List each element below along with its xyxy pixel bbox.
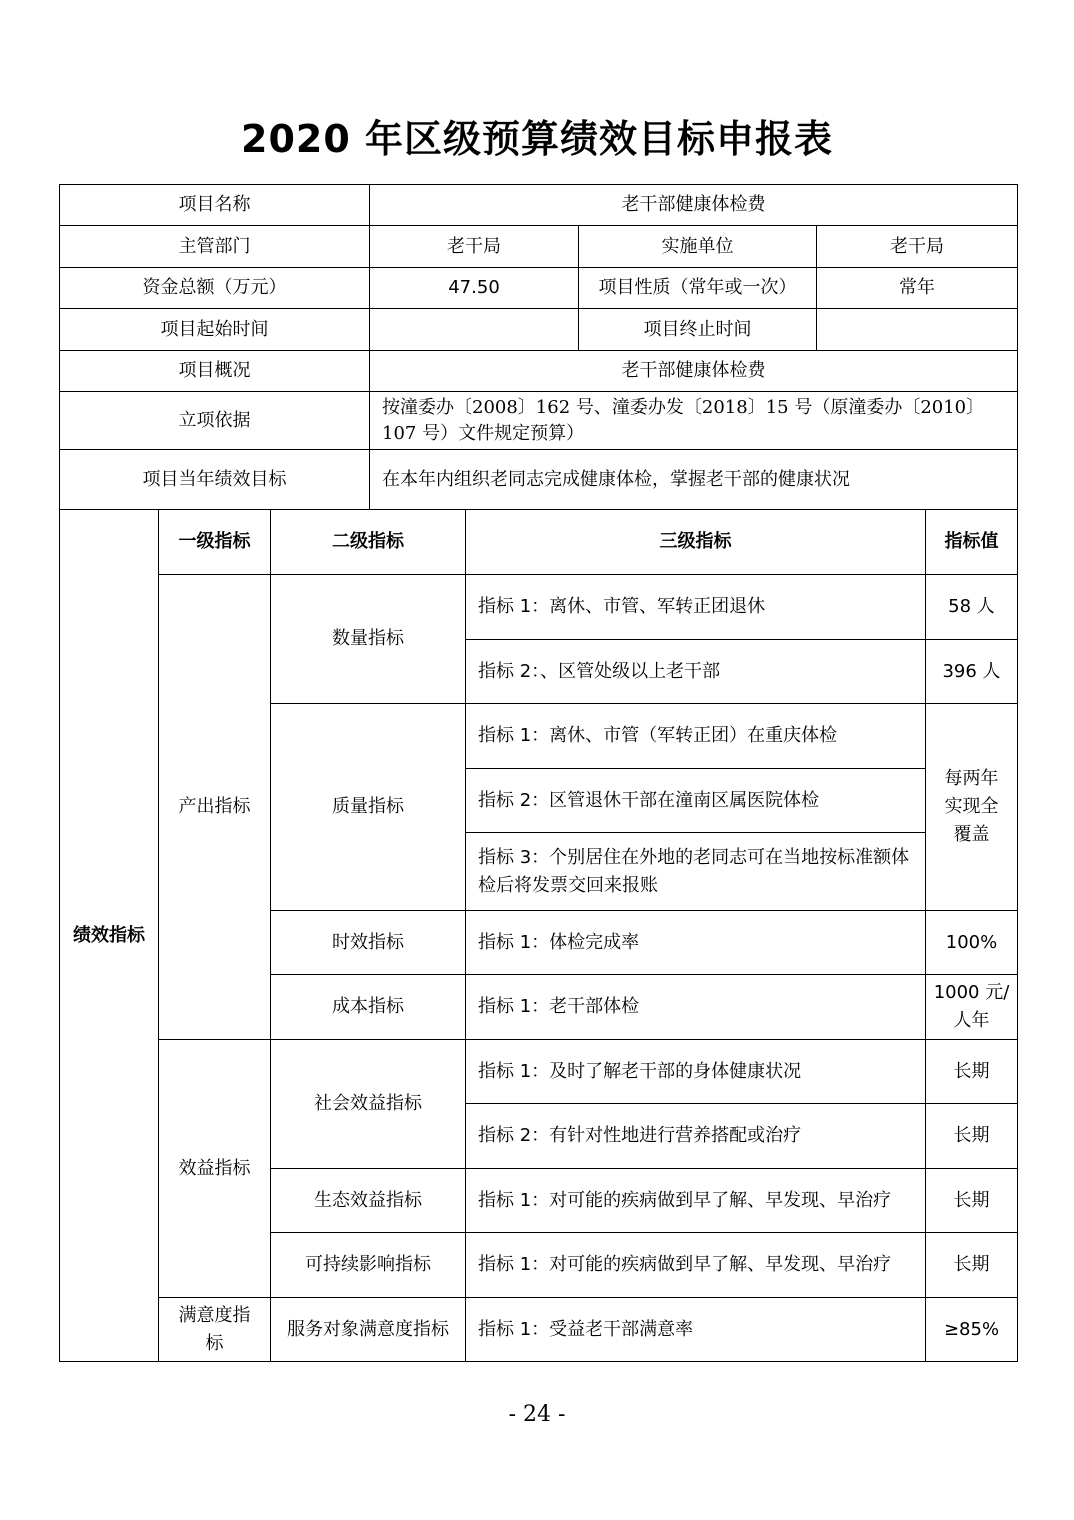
basis-label: 立项依据 — [60, 392, 370, 450]
indicator-text: 指标 1：离休、市管、军转正团退休 — [466, 575, 926, 640]
indicator-value: ≥85% — [926, 1298, 1018, 1362]
funds-value: 47.50 — [370, 268, 579, 309]
unit-value: 老干局 — [817, 226, 1018, 268]
indicator-value: 长期 — [926, 1169, 1018, 1233]
indicator-value: 每两年实现全覆盖 — [926, 704, 1018, 911]
indicator-text: 指标 1：及时了解老干部的身体健康状况 — [466, 1040, 926, 1104]
indicator-value: 100% — [926, 911, 1018, 975]
unit-label: 实施单位 — [579, 226, 817, 268]
nature-value: 常年 — [817, 268, 1018, 309]
indicator-text: 指标 1：对可能的疾病做到早了解、早发现、早治疗 — [466, 1169, 926, 1233]
indicator-value: 396 人 — [926, 640, 1018, 704]
indicator-text: 指标 1：体检完成率 — [466, 911, 926, 975]
header-level2: 二级指标 — [271, 510, 466, 575]
l1-satisfaction: 满意度指标 — [159, 1298, 271, 1362]
page-number: - 24 - — [508, 1402, 566, 1427]
indicator-text: 指标 3：个别居住在外地的老同志可在当地按标准额体检后将发票交回来报账 — [466, 833, 926, 911]
l2-quality: 质量指标 — [271, 704, 466, 911]
l2-cost: 成本指标 — [271, 975, 466, 1040]
start-label: 项目起始时间 — [60, 309, 370, 351]
start-value — [370, 309, 579, 351]
indicator-text: 指标 2：区管退休干部在潼南区属医院体检 — [466, 769, 926, 833]
indicator-value: 58 人 — [926, 575, 1018, 640]
funds-label: 资金总额（万元） — [60, 268, 370, 309]
basis-value: 按潼委办〔2008〕162 号、潼委办发〔2018〕15 号（原潼委办〔2010〕107 号）文件规定预算） — [370, 392, 1018, 450]
indicator-value: 长期 — [926, 1040, 1018, 1104]
indicator-text: 指标 2：、区管处级以上老干部 — [466, 640, 926, 704]
l2-quantity: 数量指标 — [271, 575, 466, 704]
nature-label: 项目性质（常年或一次） — [579, 268, 817, 309]
l1-benefit: 效益指标 — [159, 1040, 271, 1298]
l2-timeliness: 时效指标 — [271, 911, 466, 975]
overview-label: 项目概况 — [60, 351, 370, 392]
dept-value: 老干局 — [370, 226, 579, 268]
indicator-text: 指标 1：离休、市管（军转正团）在重庆体检 — [466, 704, 926, 769]
header-level1: 一级指标 — [159, 510, 271, 575]
end-value — [817, 309, 1018, 351]
project-name-label: 项目名称 — [60, 185, 370, 226]
goal-value: 在本年内组织老同志完成健康体检，掌握老干部的健康状况 — [370, 450, 1018, 510]
l2-social: 社会效益指标 — [271, 1040, 466, 1169]
indicator-text: 指标 1：老干部体检 — [466, 975, 926, 1040]
goal-label: 项目当年绩效目标 — [60, 450, 370, 510]
l2-ecological: 生态效益指标 — [271, 1169, 466, 1233]
project-info-table — [59, 184, 1018, 510]
project-name-value: 老干部健康体检费 — [370, 185, 1018, 226]
end-label: 项目终止时间 — [579, 309, 817, 351]
indicator-text: 指标 1：对可能的疾病做到早了解、早发现、早治疗 — [466, 1233, 926, 1298]
overview-value: 老干部健康体检费 — [370, 351, 1018, 392]
header-value: 指标值 — [926, 510, 1018, 575]
l2-sustainable: 可持续影响指标 — [271, 1233, 466, 1298]
indicator-value: 1000 元/人年 — [926, 975, 1018, 1040]
header-level3: 三级指标 — [466, 510, 926, 575]
indicator-value: 长期 — [926, 1104, 1018, 1169]
page-title: 2020 年区级预算绩效目标申报表 — [241, 117, 833, 161]
perf-section-label: 绩效指标 — [60, 510, 159, 1362]
l2-service-satisfaction: 服务对象满意度指标 — [271, 1298, 466, 1362]
indicator-text: 指标 1：受益老干部满意率 — [466, 1298, 926, 1362]
indicator-text: 指标 2：有针对性地进行营养搭配或治疗 — [466, 1104, 926, 1169]
dept-label: 主管部门 — [60, 226, 370, 268]
indicator-value: 长期 — [926, 1233, 1018, 1298]
performance-table — [59, 509, 1018, 1362]
l1-output: 产出指标 — [159, 575, 271, 1040]
